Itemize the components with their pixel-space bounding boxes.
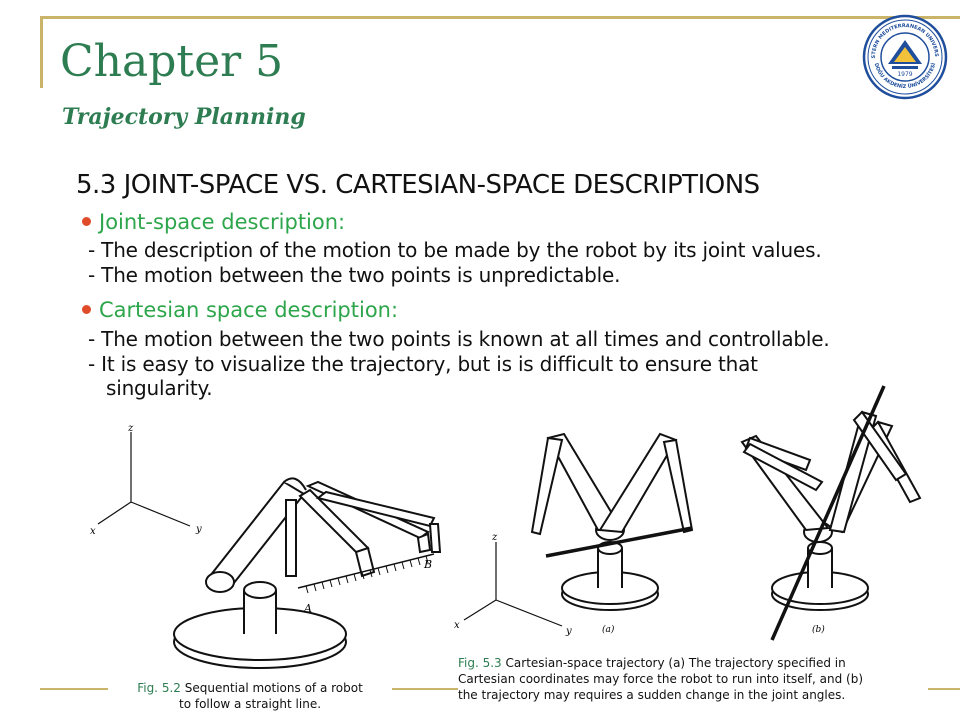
page-title: Chapter 5 (60, 36, 284, 87)
bullet-joint-space (82, 210, 345, 234)
caption-label: Fig. 5.3 (458, 656, 502, 670)
bullet-dot-icon (82, 217, 91, 226)
bullet-line: singularity. (106, 376, 213, 400)
axes-icon (98, 432, 190, 526)
caption-text: the trajectory may requires a sudden change in the joint angles. (458, 688, 846, 702)
caption-text: Sequential motions of a robot (184, 681, 363, 695)
robot-b-label: (b) (812, 625, 825, 635)
logo-ring-top-text: STERN MEDITERRANEAN UNIVERS (870, 22, 940, 59)
bullet-label: Joint-space description: (99, 210, 346, 234)
figure-robot-straight-line (78, 420, 458, 685)
axis-x-label: x (454, 620, 460, 631)
bullet-line: - The motion between the two points is unpredictable. (88, 263, 621, 287)
caption-text: Cartesian-space trajectory (a) The trajectory specified in (505, 656, 846, 670)
robot-b (742, 412, 920, 610)
figure-caption-5-3 (458, 655, 928, 703)
caption-text: Cartesian coordinates may force the robot to run into itself, and (b) (458, 672, 864, 686)
axis-y-label: y (566, 626, 572, 637)
bullet-dot-icon (82, 305, 91, 314)
bullet-cartesian-space (82, 298, 398, 322)
figure-cartesian-trajectory (450, 382, 950, 644)
point-a-label: A (304, 602, 312, 615)
bullet-line: - It is easy to visualize the trajectory, but is is difficult to ensure that (88, 352, 758, 376)
logo-year: 1979 (897, 71, 913, 78)
university-logo (862, 14, 948, 100)
caption-text: to follow a straight line. (178, 697, 322, 711)
axis-y-label: y (196, 524, 202, 535)
figure-caption-5-2 (108, 680, 392, 712)
axis-x-label: x (90, 526, 96, 537)
logo-ring-bottom-text: DOĞU AKDENİZ ÜNİVERSİTESİ (872, 62, 938, 91)
robot-arm-segments (206, 478, 440, 592)
bullet-label: Cartesian space description: (99, 298, 399, 322)
point-b-label: B (424, 558, 433, 571)
axis-z-label: z (492, 532, 498, 543)
section-heading: 5.3 JOINT-SPACE VS. CARTESIAN-SPACE DESCRIPTIONS (76, 170, 760, 200)
caption-label: Fig. 5.2 (137, 681, 181, 695)
bullet-line: - The motion between the two points is known at all times and controllable. (88, 327, 830, 351)
robot-a (532, 434, 692, 610)
robot-a-label: (a) (602, 625, 615, 635)
frame-left-rule (40, 16, 43, 88)
page-subtitle: Trajectory Planning (62, 104, 306, 130)
frame-top-rule (40, 16, 960, 19)
robot-base (174, 582, 346, 668)
axis-z-label: z (128, 423, 134, 434)
bullet-line: - The description of the motion to be made by the robot by its joint values. (88, 238, 822, 262)
